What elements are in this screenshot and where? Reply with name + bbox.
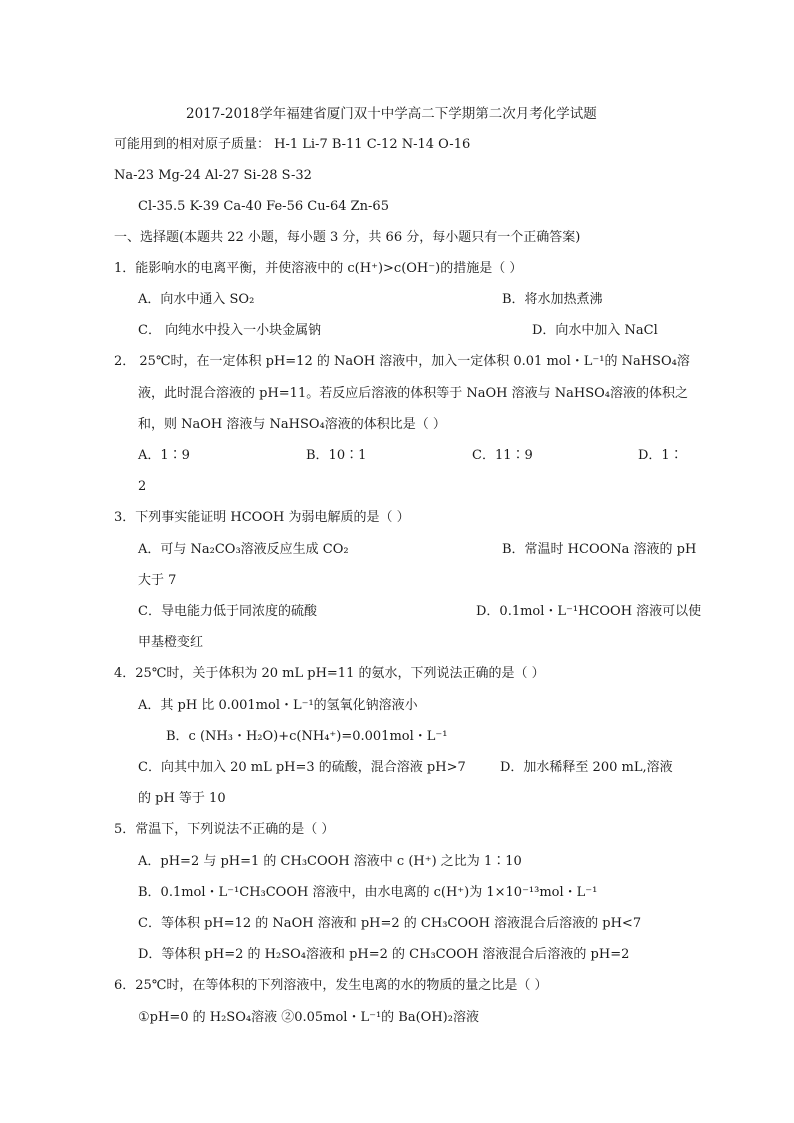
q3-option-d-continued: 甲基橙变红 <box>138 635 204 650</box>
q3-option-d: D．0.1mol・L⁻¹HCOOH 溶液可以使 <box>476 604 702 619</box>
q2-stem-line-3: 和，则 NaOH 溶液与 NaHSO₄溶液的体积比是（ ） <box>138 417 446 432</box>
q1-stem: 1．能影响水的电离平衡，并使溶液中的 c(H⁺)>c(OH⁻)的措施是（ ） <box>114 261 523 276</box>
exam-title: 2017-2018学年福建省厦门双十中学高二下学期第二次月考化学试题 <box>186 106 597 122</box>
q3-stem: 3．下列事实能证明 HCOOH 为弱电解质的是（ ） <box>114 510 410 525</box>
q1-option-c: C． 向纯水中投入一小块金属钠 <box>138 323 322 338</box>
q4-option-b: B．c (NH₃・H₂O)+c(NH₄⁺)=0.001mol・L⁻¹ <box>166 729 448 744</box>
q2-option-d-continued: 2 <box>138 479 147 494</box>
q3-option-a: A．可与 Na₂CO₃溶液反应生成 CO₂ <box>138 542 349 557</box>
q6-stem: 6．25℃时，在等体积的下列溶液中，发生电离的水的物质的量之比是（ ） <box>114 978 548 993</box>
q6-items: ①pH=0 的 H₂SO₄溶液 ②0.05mol・L⁻¹的 Ba(OH)₂溶液 <box>138 1010 479 1025</box>
q2-option-a: A．1∶9 <box>138 448 190 463</box>
q2-option-c: C．11∶9 <box>472 448 533 463</box>
q2-stem-line-1: 2． 25℃时，在一定体积 pH=12 的 NaOH 溶液中，加入一定体积 0.01 mol・L⁻¹的 NaHSO₄溶 <box>114 354 690 369</box>
q4-option-d-continued: 的 pH 等于 10 <box>138 791 226 806</box>
atomic-masses-line-2: Na-23 Mg-24 Al-27 Si-28 S-32 <box>114 168 312 183</box>
q1-option-a: A．向水中通入 SO₂ <box>138 292 255 307</box>
q2-stem-line-2: 液，此时混合溶液的 pH=11。若反应后溶液的体积等于 NaOH 溶液与 NaHSO₄溶液的体积之 <box>138 386 688 401</box>
q4-option-a: A．其 pH 比 0.001mol・L⁻¹的氢氧化钠溶液小 <box>138 698 418 713</box>
atomic-masses-line-3: Cl-35.5 K-39 Ca-40 Fe-56 Cu-64 Zn-65 <box>138 199 389 214</box>
q5-option-a: A．pH=2 与 pH=1 的 CH₃COOH 溶液中 c (H⁺) 之比为 1∶10 <box>138 854 522 869</box>
q3-option-b-continued: 大于 7 <box>138 573 177 588</box>
q1-option-b: B．将水加热煮沸 <box>502 292 603 307</box>
q5-option-c: C．等体积 pH=12 的 NaOH 溶液和 pH=2 的 CH₃COOH 溶液混合后溶液的 pH<7 <box>138 916 642 931</box>
q3-option-c: C．导电能力低于同浓度的硫酸 <box>138 604 317 619</box>
section-heading: 一、选择题(本题共 22 小题，每小题 3 分，共 66 分，每小题只有一个正确答案) <box>114 230 581 245</box>
q2-option-b: B．10∶1 <box>306 448 367 463</box>
q4-option-c: C．向其中加入 20 mL pH=3 的硫酸，混合溶液 pH>7 <box>138 760 466 775</box>
q5-stem: 5．常温下，下列说法不正确的是（ ） <box>114 822 335 837</box>
q2-option-d: D．1∶ <box>638 448 683 463</box>
atomic-masses-line-1: 可能用到的相对原子质量： H-1 Li-7 B-11 C-12 N-14 O-16 <box>114 137 471 152</box>
q5-option-b: B．0.1mol・L⁻¹CH₃COOH 溶液中，由水电离的 c(H⁺)为 1×10⁻¹³mol・L⁻¹ <box>138 885 598 900</box>
q3-option-b: B．常温时 HCOONa 溶液的 pH <box>502 542 697 557</box>
q4-option-d: D．加水稀释至 200 mL,溶液 <box>500 760 673 775</box>
q4-stem: 4．25℃时，关于体积为 20 mL pH=11 的氨水，下列说法正确的是（ ） <box>114 666 545 681</box>
q1-option-d: D．向水中加入 NaCl <box>532 323 658 338</box>
q5-option-d: D．等体积 pH=2 的 H₂SO₄溶液和 pH=2 的 CH₃COOH 溶液混合后溶液的 pH=2 <box>138 947 630 962</box>
